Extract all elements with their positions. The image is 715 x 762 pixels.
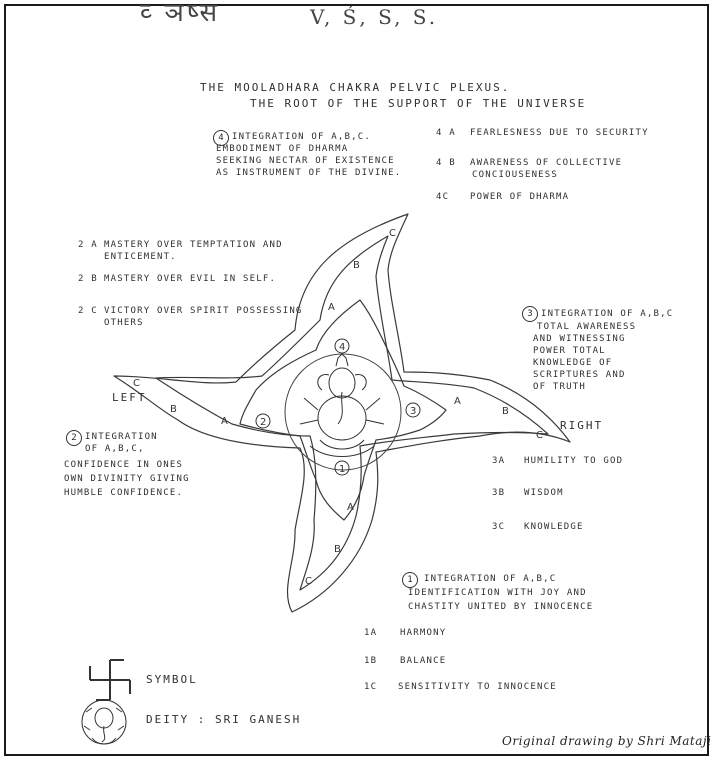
list-1b-key: 1B [364, 656, 378, 666]
left-block-line-5: HUMBLE CONFIDENCE. [64, 488, 184, 498]
center-circle [285, 354, 401, 470]
top-block-line-3: SEEKING NECTAR OF EXISTENCE [216, 156, 395, 166]
left-block-line-2: OF A,B,C, [85, 444, 145, 454]
header-devanagari: व्‍ ञष्स [140, 0, 221, 28]
petal-label-b-right: B [502, 406, 509, 417]
list-3b-text: WISDOM [524, 488, 564, 498]
right-block-line-2: TOTAL AWARENESS [537, 322, 637, 332]
right-block-line-4: POWER TOTAL [533, 346, 606, 356]
right-block-line-6: SCRIPTURES AND [533, 370, 626, 380]
list-1c-key: 1C [364, 682, 378, 692]
bottom-block-line-3: CHASTITY UNITED BY INNOCENCE [408, 602, 594, 612]
list-2a-text: MASTERY OVER TEMPTATION AND [104, 240, 283, 250]
list-2b-text: MASTERY OVER EVIL IN SELF. [104, 274, 277, 284]
circle-num-4-center: 4 [339, 342, 346, 353]
list-1b-text: BALANCE [400, 656, 447, 666]
title-line-2: THE ROOT OF THE SUPPORT OF THE UNIVERSE [250, 97, 587, 110]
circle-num-3-center: 3 [410, 406, 417, 417]
header-roman: V, Ś, S, S. [310, 5, 439, 29]
credit-caption: Original drawing by Shri Mataji [502, 734, 712, 748]
list-4c-text: POWER OF DHARMA [470, 192, 570, 202]
list-4a-key: 4 A [436, 128, 456, 138]
list-2c-key: 2 C [78, 306, 98, 316]
bottom-block-line-1: INTEGRATION OF A,B,C [424, 574, 557, 584]
top-block-line-4: AS INSTRUMENT OF THE DIVINE. [216, 168, 402, 178]
petal-label-a-right: A [454, 396, 461, 407]
left-block-line-3: CONFIDENCE IN ONES [64, 460, 184, 470]
circle-num-4-top: 4 [213, 130, 229, 146]
bottom-block-line-2: IDENTIFICATION WITH JOY AND [408, 588, 587, 598]
circle-num-2-left: 2 [66, 430, 82, 446]
list-2b-key: 2 B [78, 274, 98, 284]
direction-left: LEFT [112, 391, 147, 404]
petal-label-a-bottom: A [347, 502, 354, 513]
petal-label-c-right: C [536, 430, 543, 441]
right-block-line-3: AND WITNESSING [533, 334, 626, 344]
circle-num-1-bottom: 1 [402, 572, 418, 588]
right-block-line-5: KNOWLEDGE OF [533, 358, 613, 368]
left-block-line-4: OWN DIVINITY GIVING [64, 474, 190, 484]
list-2a-text2: ENTICEMENT. [104, 252, 177, 262]
deity-label: DEITY : SRI GANESH [146, 713, 302, 726]
list-1a-text: HARMONY [400, 628, 447, 638]
petal-label-a-left: A [221, 416, 228, 427]
right-block-line-1: INTEGRATION OF A,B,C [541, 309, 674, 319]
list-2c-text2: OTHERS [104, 318, 144, 328]
petal-label-c-left: C [133, 378, 140, 389]
swastika-icon [90, 660, 130, 700]
list-3b-key: 3B [492, 488, 506, 498]
list-4b-key: 4 B [436, 158, 456, 168]
ganesh-seal-icon [82, 700, 126, 744]
list-4a-text: FEARLESNESS DUE TO SECURITY [470, 128, 649, 138]
top-block-line-1: INTEGRATION OF A,B,C. [232, 132, 371, 142]
ganesh-figure-icon [300, 354, 384, 457]
petal-label-c-top: C [389, 228, 396, 239]
petal-label-b-left: B [170, 404, 177, 415]
circle-num-2-center: 2 [260, 417, 267, 428]
list-3c-key: 3C [492, 522, 506, 532]
list-2a-key: 2 A [78, 240, 98, 250]
petal-label-c-bottom: C [305, 576, 312, 587]
top-block-line-2: EMBODIMENT OF DHARMA [216, 144, 349, 154]
list-2c-text: VICTORY OVER SPIRIT POSSESSING [104, 306, 303, 316]
list-4b-text2: CONCIOUSENESS [472, 170, 559, 180]
petal-label-b-top: B [353, 260, 360, 271]
direction-right: RIGHT [560, 419, 604, 432]
title-line-1: THE MOOLADHARA CHAKRA PELVIC PLEXUS. [200, 81, 511, 94]
petal-label-a-top: A [328, 302, 335, 313]
circle-num-1-center: 1 [339, 464, 346, 475]
list-3a-key: 3A [492, 456, 506, 466]
list-1c-text: SENSITIVITY TO INNOCENCE [398, 682, 557, 692]
right-block-line-7: OF TRUTH [533, 382, 586, 392]
left-block-line-1: INTEGRATION [85, 432, 158, 442]
circle-num-3-right: 3 [522, 306, 538, 322]
list-3c-text: KNOWLEDGE [524, 522, 584, 532]
list-4c-key: 4C [436, 192, 450, 202]
symbol-label: SYMBOL [146, 673, 198, 686]
list-1a-key: 1A [364, 628, 378, 638]
chakra-ring-b [156, 236, 548, 590]
list-3a-text: HUMILITY TO GOD [524, 456, 624, 466]
petal-label-b-bottom: B [334, 544, 341, 555]
list-4b-text: AWARENESS OF COLLECTIVE [470, 158, 623, 168]
